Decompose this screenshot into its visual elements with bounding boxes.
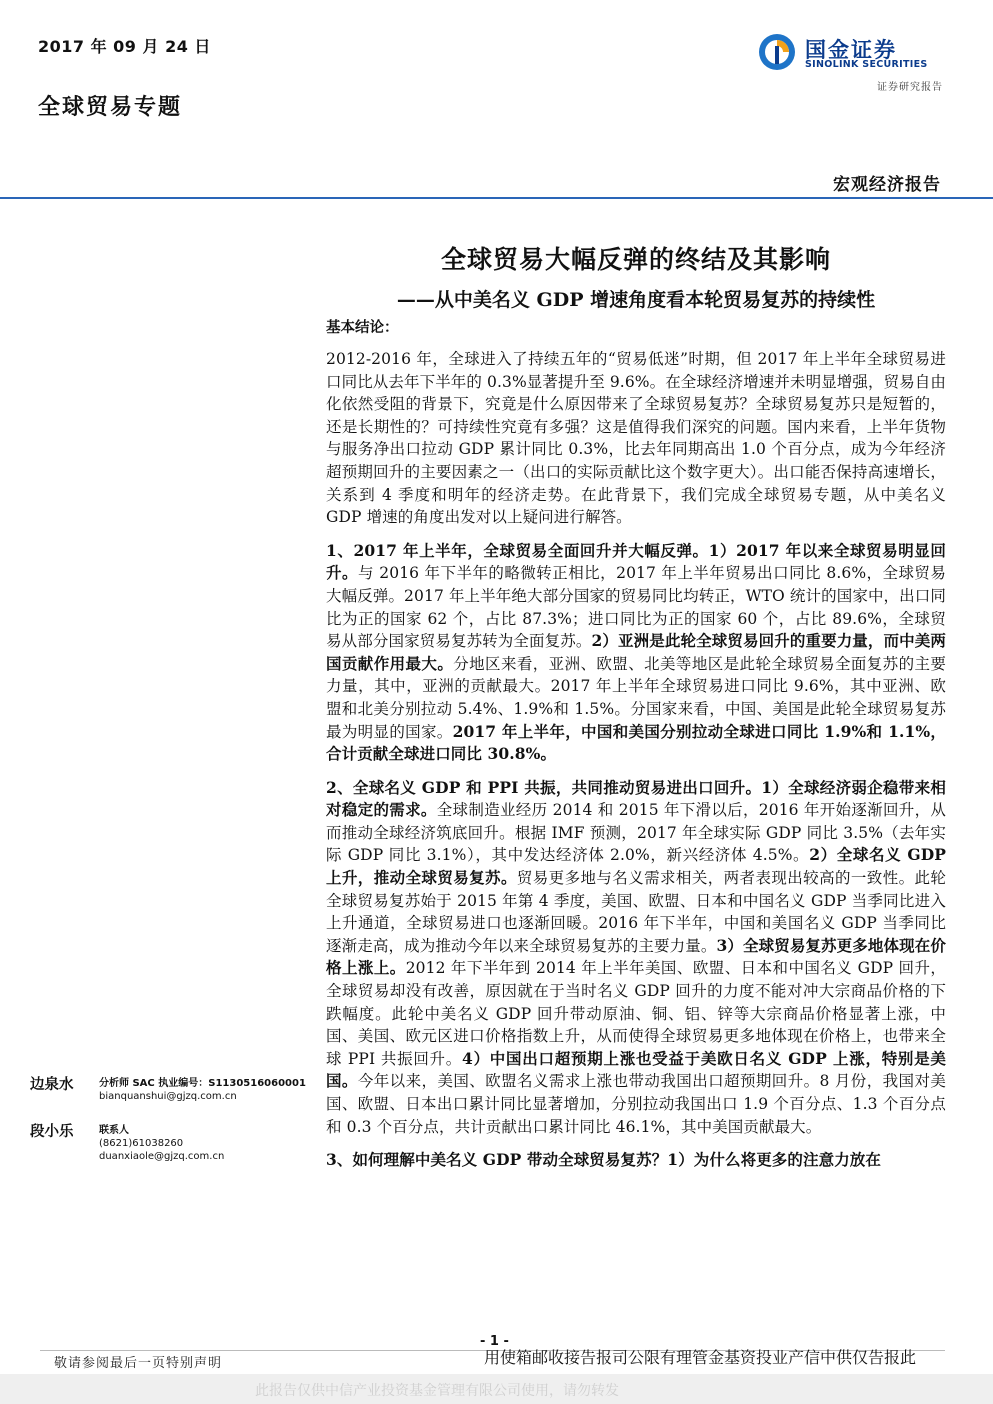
paragraph-point-1: 1、2017 年上半年，全球贸易全面回升并大幅反弹。1）2017 年以来全球贸易明显回升。与 2016 年下半年的略微转正相比，2017 年上半年贸易出口同比 8.6%，全球贸易大幅反弹。2017 年上半年绝大部分国家的贸易同比均转正，WTO 统计的国家中，出口同比为正的国家 62 个，占比 87.3%；进口同比为正的国家 60 个，占比 89.6%，全球贸易从部分国家贸易复苏转为全面复苏。2）亚洲是此轮全球贸易回升的重要力量，而中美两国贡献作用最大。分地区来看，亚洲、欧盟、北美等地区是此轮全球贸易全面复苏的主要力量，其中，亚洲的贡献最大。2017 年上半年全球贸易进口同比 9.6%，其中亚洲、欧盟和北美分别拉动 5.4%、1.9%和 1.5%。分国家来看，中国、美国是此轮全球贸易复苏最为明显的国家。2017 年上半年，中国和美国分别拉动全球进口同比 1.9%和 1.1%，合计贡献全球进口同比 30.8%。 <box>326 540 946 764</box>
company-logo <box>757 32 947 76</box>
analyst-email: bianquanshui@gjzq.com.cn <box>99 1091 237 1102</box>
point-1-heading: 1、2017 年上半年，全球贸易全面回升并大幅反弹。1）2017 年以来全球贸易明显回升。 <box>326 540 946 583</box>
logo-chinese-name: 国金证券 <box>805 38 897 62</box>
contact-email: duanxiaole@gjzq.com.cn <box>99 1151 225 1162</box>
disclaimer-note: 敬请参阅最后一页特别声明 <box>54 1356 223 1371</box>
contact-phone: (8621)61038260 <box>99 1138 184 1149</box>
paragraph-point-3 <box>326 1149 946 1172</box>
series-title: 全球贸易专题 <box>38 94 183 120</box>
sinolink-logo-icon <box>757 32 797 72</box>
report-type: 宏观经济报告 <box>833 175 941 195</box>
contact-info: 联系人 (8621)61038260 duanxiaole@gjzq.com.cn <box>99 1125 225 1162</box>
paragraph-point-2: 2、全球名义 GDP 和 PPI 共振，共同推动贸易进出口回升。1）全球经济弱企稳带来相对稳定的需求。全球制造业经历 2014 和 2015 年下滑以后，2016 年开始逐渐回升，从而推动全球经济筑底回升。根据 IMF 预测，2017 年全球实际 GDP 同比 3.5%（去年实际 GDP 同比 3.1%），其中发达经济体 2.0%，新兴经济体 4.5%。2）全球名义 GDP 上升，推动全球贸易复苏。贸易更多地与名义需求相关，两者表现出较高的一致性。此轮全球贸易复苏始于 2015 年第 4 季度，美国、欧盟、日本和中国名义 GDP 当季同比进入上升通道，全球贸易进口也逐渐回暖。2016 年下半年，中国和美国名义 GDP 当季同比逐渐走高，成为推动今年以来全球贸易复苏的主要力量。3）全球贸易复苏更多地体现在价格上涨上。2012 年下半年到 2014 年上半年美国、欧盟、日本和中国名义 GDP 回升，全球贸易却没有改善，原因就在于当时名义 GDP 回升的力度不能对冲大宗商品价格的下跌幅度。此轮中美名义 GDP 回升带动原油、铜、铝、锌等大宗商品价格显著上涨，中国、美国、欧元区进口价格指数上升，从而使得全球贸易更多地体现在价格上，也带来全球 PPI 共振回升。4）中国出口超预期上涨也受益于美欧日名义 GDP 上涨，特别是美国。今年以来，美国、欧盟名义需求上涨也带动我国出口超预期回升。8 月份，我国对美国、欧盟、日本出口累计同比显著增加，分别拉动我国出口 1.9 个百分点、1.3 个百分点和 0.3 个百分点，共计贡献出口累计同比 46.1%，其中美国贡献最大。 <box>326 777 947 1136</box>
logo-english-name: SINOLINK SECURITIES <box>805 59 928 70</box>
logo-subtitle: 证券研究报告 <box>877 82 943 93</box>
bottom-usage-note: 此报告仅供中信产业投资基金管理有限公司使用，请勿转发 <box>255 1383 619 1399</box>
contact-name: 段小乐 <box>30 1123 74 1140</box>
point-2-heading: 2、全球名义 GDP 和 PPI 共振，共同推动贸易进出口回升。1）全球经济弱企稳带来相对稳定的需求。 <box>326 777 946 820</box>
page-number: - 1 - <box>480 1334 509 1349</box>
reversed-watermark-text: 用使箱邮收接告报司公限有理管金基资投业产信中供仅告报此 <box>484 1348 917 1367</box>
analyst-info: 分析师 SAC 执业编号：S1130516060001 bianquanshui@gjzq.com.cn <box>99 1078 306 1102</box>
paragraph-intro: 2012-2016 年，全球进入了持续五年的“贸易低迷”时期，但 2017 年上半年全球贸易进口同比从去年下半年的 0.3%显著提升至 9.6%。在全球经济增速并未明显增强，贸易自由化依然受阻的背景下，究竟是什么原因带来了全球贸易复苏？全球贸易复苏只是短暂的，还是长期性的？可持续性究竟有多强？这是值得我们深究的问题。国内来看，上半年货物与服务净出口拉动 GDP 累计同比 0.3%，比去年同期高出 1.0 个百分点，成为今年经济超预期回升的主要因素之一（出口的实际贡献比这个数字更大）。出口能否保持高速增长，关系到 4 季度和明年的经济走势。在此背景下，我们完成全球贸易专题，从中美名义 GDP 增速的角度出发对以上疑问进行解答。 <box>326 350 947 527</box>
point-3-heading: 3、如何理解中美名义 GDP 带动全球贸易复苏？1）为什么将更多的注意力放在 <box>326 1150 881 1170</box>
report-subtitle: ——从中美名义 GDP 增速角度看本轮贸易复苏的持续性 <box>396 289 876 311</box>
report-body <box>326 348 946 1183</box>
report-title: 全球贸易大幅反弹的终结及其影响 <box>440 245 831 274</box>
report-date: 2017 年 09 月 24 日 <box>38 37 211 56</box>
conclusion-label: 基本结论： <box>326 319 399 336</box>
analyst-name: 边泉水 <box>30 1076 74 1093</box>
header-divider <box>0 197 993 199</box>
